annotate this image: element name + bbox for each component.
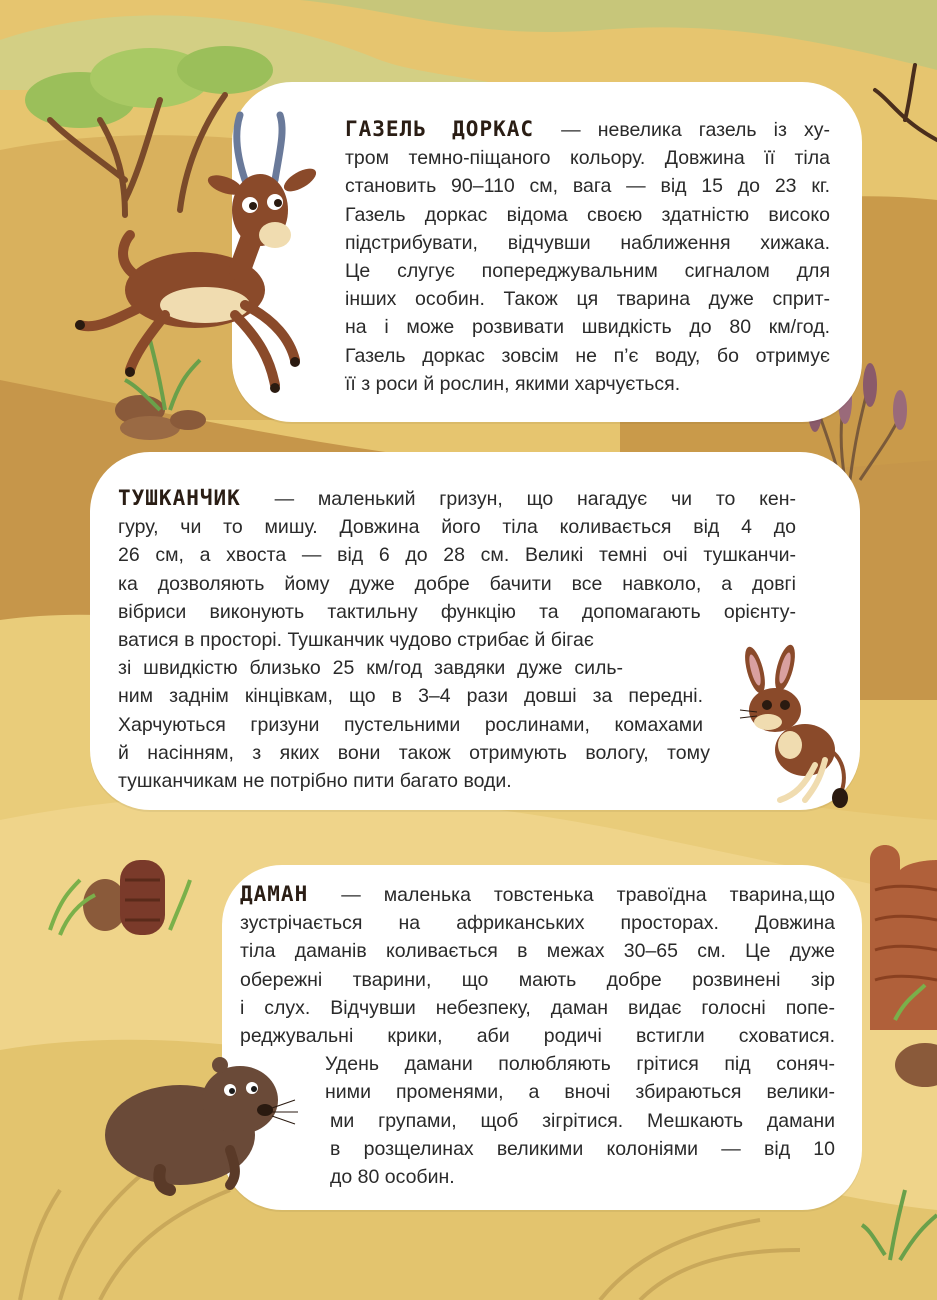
article-title: ДАМАН bbox=[240, 882, 309, 906]
jerboa-illustration bbox=[735, 640, 860, 810]
gazelle-text: ГАЗЕЛЬ ДОРКАС — невелика газель із ху- тром темно-піщаного кольору. Довжина її тіла становить 90–110 см, вага — від 15 до 23 кг. Газель доркас відома своєю здатністю високо підстрибувати, відчувши наближення хижака. Це слугує попереджувальним сигналом для інших особин. Також ця тварина дуже сприт- на і може розвивати швидкість до 80 км/год. Газель доркас зовсім не п’є воду, бо отримує її з роси й рослин, якими харчується. bbox=[345, 117, 831, 395]
jerboa-text: ТУШКАНЧИК — маленький гризун, що нагадує чи то кен- гуру, чи то мишу. Довжина його тіла коливається від 4 до 26 см, а хвоста — від 6 до 28 см. Великі темні очі тушканчи- ка дозволяють йому дуже добре бачити все навколо, а довгі вібриси виконують тактильну функцію та допомагають орієнту- ватися в просторі. Тушканчик чудово стрибає й бігає зі швидкістю близько 25 км/год завдяки дуже силь- ним заднім кінцівкам, що в 3–4 рази довші за передні. Харчуються гризуни пустельними рослинами, комахами й насінням, з яких вони також отримують вологу, тому тушканчикам не потрібно пити багато води. bbox=[118, 486, 796, 793]
hyrax-text: ДАМАН — маленька товстенька травоїдна тварина,що зустрічається на африканських просторах. Довжина тіла даманів коливається в межах 30–65 см. Це дуже обережні тварини, що мають добре розвинені зір і слух. Відчувши небезпеку, даман видає голосні попе- реджувальні крики, аби родичі встигли сховатися. Удень дамани полюбляють грітися під соняч- ними променями, а вночі збираються велики- ми групами, щоб зігрітися. Мешкають дамани в розщелинах великими колоніями — від 10 до 80 особин. bbox=[240, 882, 835, 1189]
gazelle-illustration bbox=[75, 110, 325, 400]
article-title: ГАЗЕЛЬ ДОРКАС bbox=[345, 117, 535, 141]
hyrax-illustration bbox=[100, 1050, 305, 1200]
article-title: ТУШКАНЧИК bbox=[118, 486, 241, 510]
